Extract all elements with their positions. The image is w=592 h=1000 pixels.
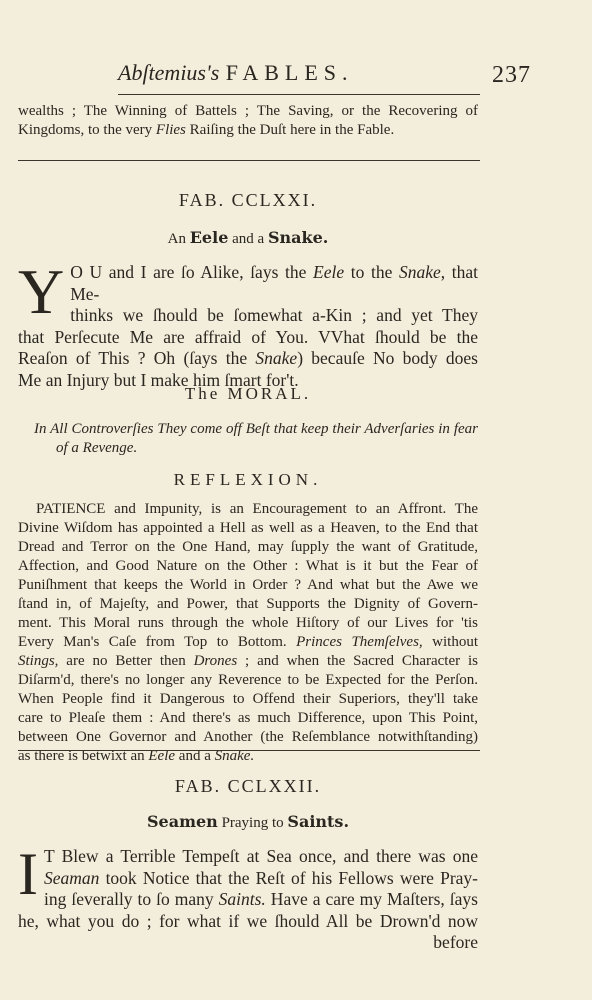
moral-line-1: In All Controverſies They come off Beſt that keep their Adverſaries in fear [34,421,478,437]
reflexion-line-11: When People find it Dangerous to Offend their Superiors, they'll take [18,691,478,707]
fable272-line-2: Seaman took Notice that the Reſt of his Fellows were Pray- [43,867,478,888]
fable271-line-4: Reaſon of This ? Oh (ſays the Snake) becauſe No body does [18,348,478,368]
reflexion-line-7: ment. This Moral runs through the whole Hiſtory of our Lives for 'tis [18,615,478,631]
fable-subtitle-271: An Eele and a Snake. [167,228,329,247]
reflexion-line-5: Puniſhment that keeps the World in Order ? And what but the Awe we [18,577,478,593]
fable-body-271 [18,256,479,391]
fable-body-272 [18,841,478,954]
intro-line-1: wealths ; The Winning of Battels ; The Saving, or the Recovering of [18,103,478,119]
section-rule-2 [18,750,480,751]
fable-heading-271: FAB. CCLXXI. [178,190,318,210]
fable-heading-272: FAB. CCLXXII. [174,776,322,796]
reflexion-line-10: Diſarm'd, there's no longer any Reverence to be Expected for the Perſon. [18,672,478,688]
moral-text [34,420,478,458]
reflexion-line-9: Stings, are no Better then Drones ; and when the Sacred Character is [18,653,478,669]
catchword: before [433,932,478,952]
drop-cap: I [18,841,38,907]
reflexion-line-12: care to Pleaſe them : And there's as much Difference, upon This Point, [18,710,478,726]
reflexion-line-13: between One Governor and Another (the Reſemblance notwithſtanding) [18,729,478,745]
moral-line-2: of a Revenge. [56,440,138,456]
running-title-author: Abſtemius's [118,60,220,85]
reflexion-line-3: Dread and Terror on the One Hand, may ſupply the want of Gratitude, [18,539,478,555]
header-rule [118,94,480,95]
drop-cap: Y [18,256,65,327]
reflexion-line-4: Affection, and Good Nature on the Other : What is it but the Fear of [18,558,478,574]
reflexion-line-14: as there is betwixt an Eele and a Snake. [18,748,255,764]
fable271-line-1: O U and I are ſo Alike, ſays the Eele to the Snake, that Me- [70,262,479,304]
running-title [118,60,354,86]
fable272-line-3: ing ſeverally to ſo many Saints. Have a care my Maſters, ſays [43,889,478,909]
running-header [118,60,478,86]
fable-subtitle-272: Seamen Praying to Saints. [146,812,350,831]
running-title-fables: FABLES. [225,60,354,85]
fable272-line-1: T Blew a Terrible Tempeſt at Sea once, and there was one [43,846,478,866]
fable271-line-5: Me an Injury but I make him ſmart for't. [18,369,299,390]
section-rule-1 [18,160,480,161]
moral-heading: The MORAL. [184,384,312,403]
fable272-line-4: he, what you do ; for what if we ſhould All be Drown'd now [18,910,478,931]
reflexion-body [18,500,478,766]
fable271-line-2: thinks we ſhould be ſomewhat a-Kin ; and yet They [70,305,478,325]
reflexion-line-8: Every Man's Caſe from Top to Bottom. Princes Themſelves, without [18,634,478,650]
reflexion-line-1: PATIENCE and Impunity, is an Encouragement to an Affront. The [36,501,478,517]
reflexion-line-6: ſtand in, of Majeſty, and Power, that Supports the Dignity of Govern- [18,596,478,612]
intro-text [18,102,478,140]
page-number: 237 [492,62,531,88]
reflexion-heading: REFLEXION. [173,470,323,489]
intro-line-2: Kingdoms, to the very Flies Raiſing the Duſt here in the Fable. [18,122,395,138]
reflexion-line-2: Divine Wiſdom has appointed a Hell as well as a Heaven, to the End that [18,520,478,536]
fable271-line-3: that Perſecute Me are affraid of You. VVhat ſhould be the [18,326,478,347]
